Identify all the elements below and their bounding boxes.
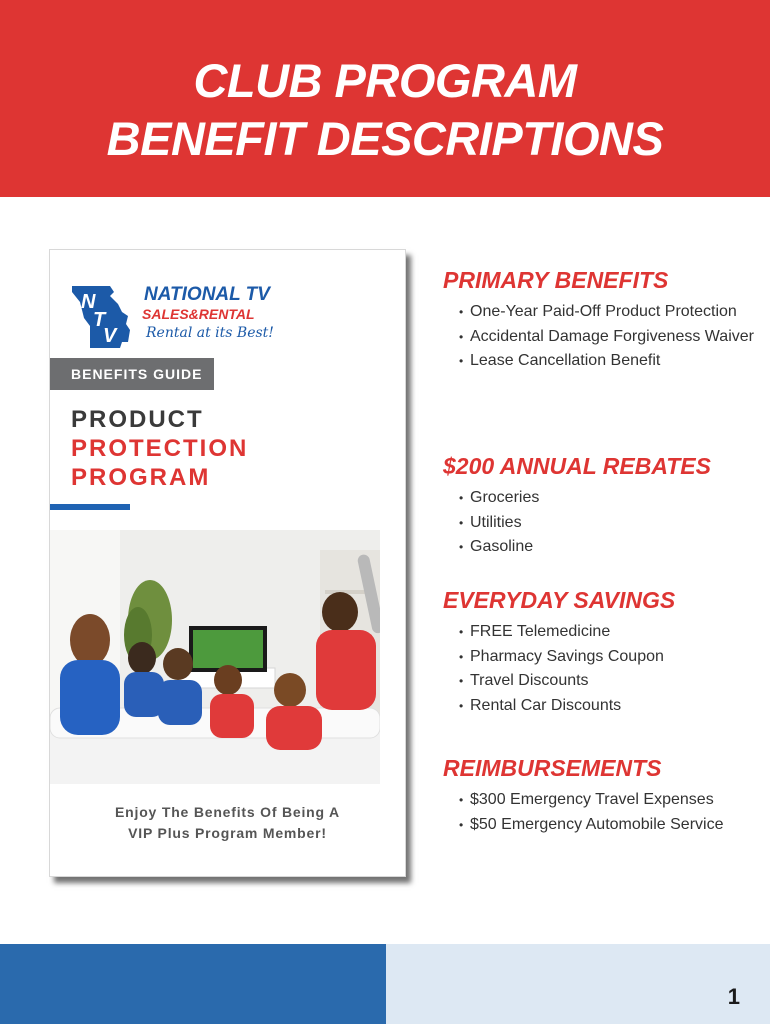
benefit-list [443, 620, 770, 718]
list-item: • $50 Emergency Automobile Service [443, 813, 770, 838]
page-title [0, 52, 770, 168]
brochure-title-line-1: PRODUCT [71, 406, 204, 433]
list-item: • FREE Telemedicine [443, 620, 770, 645]
section-everyday-savings [443, 586, 770, 718]
brochure-title [71, 405, 248, 492]
brochure-title-line-2: PROTECTION [71, 435, 249, 462]
list-item: • Utilities [443, 511, 770, 536]
svg-text:N: N [81, 291, 96, 313]
list-item: • Travel Discounts [443, 669, 770, 694]
page-title-line-2: BENEFIT DESCRIPTIONS [106, 112, 664, 165]
benefit-list [443, 788, 770, 837]
brochure-tagline-line-2: VIP Plus Program Member! [128, 825, 327, 841]
section-heading: REIMBURSEMENTS [443, 755, 662, 781]
benefits-guide-label: BENEFITS GUIDE [50, 358, 214, 390]
list-item: • Accidental Damage Forgiveness Waiver [443, 325, 770, 350]
page-title-line-1: CLUB PROGRAM [193, 54, 577, 107]
list-item: • Lease Cancellation Benefit [443, 349, 770, 374]
section-reimbursements [443, 754, 770, 837]
missouri-state-logo-icon [70, 282, 140, 350]
blue-divider [50, 504, 130, 510]
list-item: • Pharmacy Savings Coupon [443, 645, 770, 670]
brochure-tagline-line-1: Enjoy The Benefits Of Being A [115, 804, 340, 820]
svg-text:T: T [93, 309, 106, 331]
list-item: • $300 Emergency Travel Expenses [443, 788, 770, 813]
section-heading: $200 ANNUAL REBATES [443, 453, 711, 479]
logo-slogan: Rental at its Best! [146, 325, 274, 341]
national-tv-logo [70, 282, 274, 352]
list-item: • Rental Car Discounts [443, 694, 770, 719]
svg-text:V: V [103, 325, 117, 347]
brochure-tagline [50, 802, 405, 844]
page-number: 1 [727, 984, 740, 1009]
benefit-list [443, 486, 770, 560]
list-item: • One-Year Paid-Off Product Protection [443, 300, 770, 325]
benefits-guide-brochure [49, 249, 406, 877]
footer-blue-block [0, 944, 386, 1024]
header-banner [0, 0, 770, 197]
section-annual-rebates [443, 452, 770, 560]
section-heading: PRIMARY BENEFITS [443, 267, 669, 293]
list-item: • Groceries [443, 486, 770, 511]
brochure-title-line-3: PROGRAM [71, 464, 211, 491]
section-primary-benefits [443, 266, 770, 374]
footer-light-block [386, 944, 770, 1024]
logo-brand: NATIONAL TV [144, 284, 270, 305]
family-watching-tv-photo [50, 530, 380, 784]
section-heading: EVERYDAY SAVINGS [443, 587, 676, 613]
logo-subtitle: SALES&RENTAL [142, 306, 255, 322]
list-item: • Gasoline [443, 535, 770, 560]
benefit-list [443, 300, 770, 374]
